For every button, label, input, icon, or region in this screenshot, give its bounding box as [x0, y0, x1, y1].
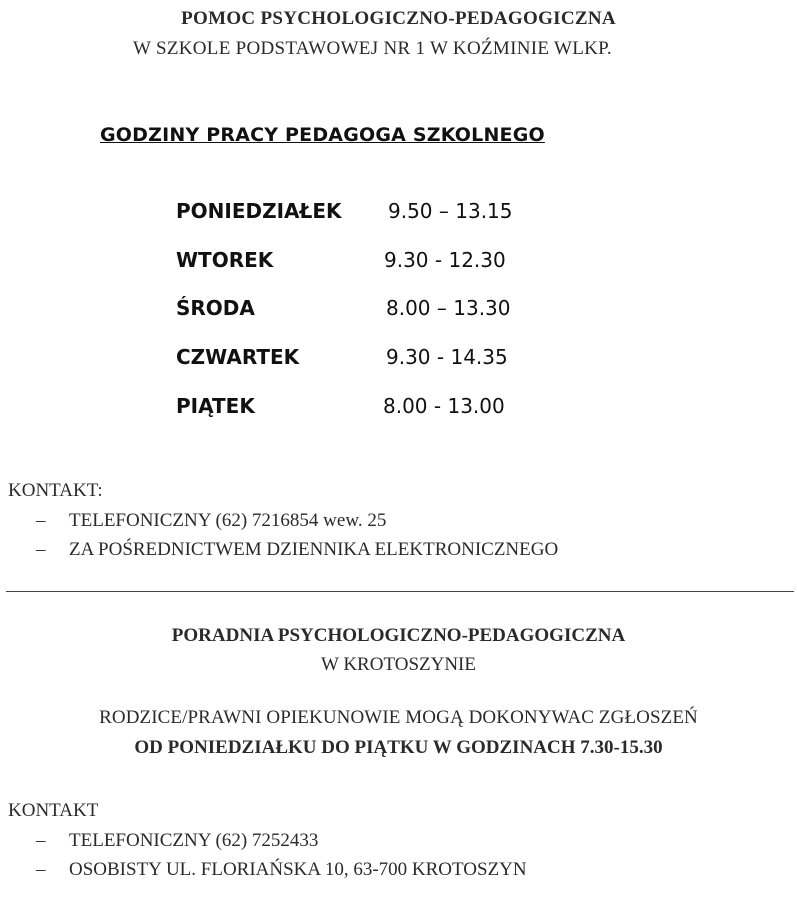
clinic-subheading: W KROTOSZYNIE [321, 654, 476, 675]
bullet-dash: – [36, 510, 46, 531]
school-contact-ediary: ZA POŚREDNICTWEM DZIENNIKA ELEKTRONICZNEGO [69, 539, 559, 560]
clinic-contact-address: OSOBISTY UL. FLORIAŃSKA 10, 63-700 KROTOSZYN [69, 859, 527, 880]
section-divider [6, 591, 794, 592]
day-monday: PONIEDZIAŁEK [176, 199, 342, 223]
day-wednesday: ŚRODA [176, 296, 255, 320]
clinic-registration-hours: OD PONIEDZIAŁKU DO PIĄTKU W GODZINACH 7.30-15.30 [134, 737, 663, 758]
hours-monday: 9.50 – 13.15 [388, 199, 513, 223]
school-subheading: W SZKOLE PODSTAWOWEJ NR 1 W KOŹMINIE WLKP. [133, 38, 612, 59]
school-heading: POMOC PSYCHOLOGICZNO-PEDAGOGICZNA [181, 8, 616, 29]
day-tuesday: WTOREK [176, 248, 274, 272]
hours-tuesday: 9.30 - 12.30 [384, 248, 506, 272]
clinic-contact-label: KONTAKT [8, 800, 99, 821]
bullet-dash: – [36, 859, 46, 880]
hours-thursday: 9.30 - 14.35 [386, 345, 508, 369]
hours-friday: 8.00 - 13.00 [383, 394, 505, 418]
school-contact-label: KONTAKT: [8, 480, 103, 501]
clinic-contact-phone: TELEFONICZNY (62) 7252433 [69, 830, 319, 851]
bullet-dash: – [36, 539, 46, 560]
day-thursday: CZWARTEK [176, 345, 300, 369]
hours-wednesday: 8.00 – 13.30 [386, 296, 511, 320]
clinic-registration-info: RODZICE/PRAWNI OPIEKUNOWIE MOGĄ DOKONYWAC ZGŁOSZEŃ [99, 707, 698, 728]
hours-heading: GODZINY PRACY PEDAGOGA SZKOLNEGO [100, 124, 545, 146]
school-contact-phone: TELEFONICZNY (62) 7216854 wew. 25 [69, 510, 387, 531]
day-friday: PIĄTEK [176, 394, 255, 418]
bullet-dash: – [36, 830, 46, 851]
clinic-heading: PORADNIA PSYCHOLOGICZNO-PEDAGOGICZNA [171, 625, 626, 646]
